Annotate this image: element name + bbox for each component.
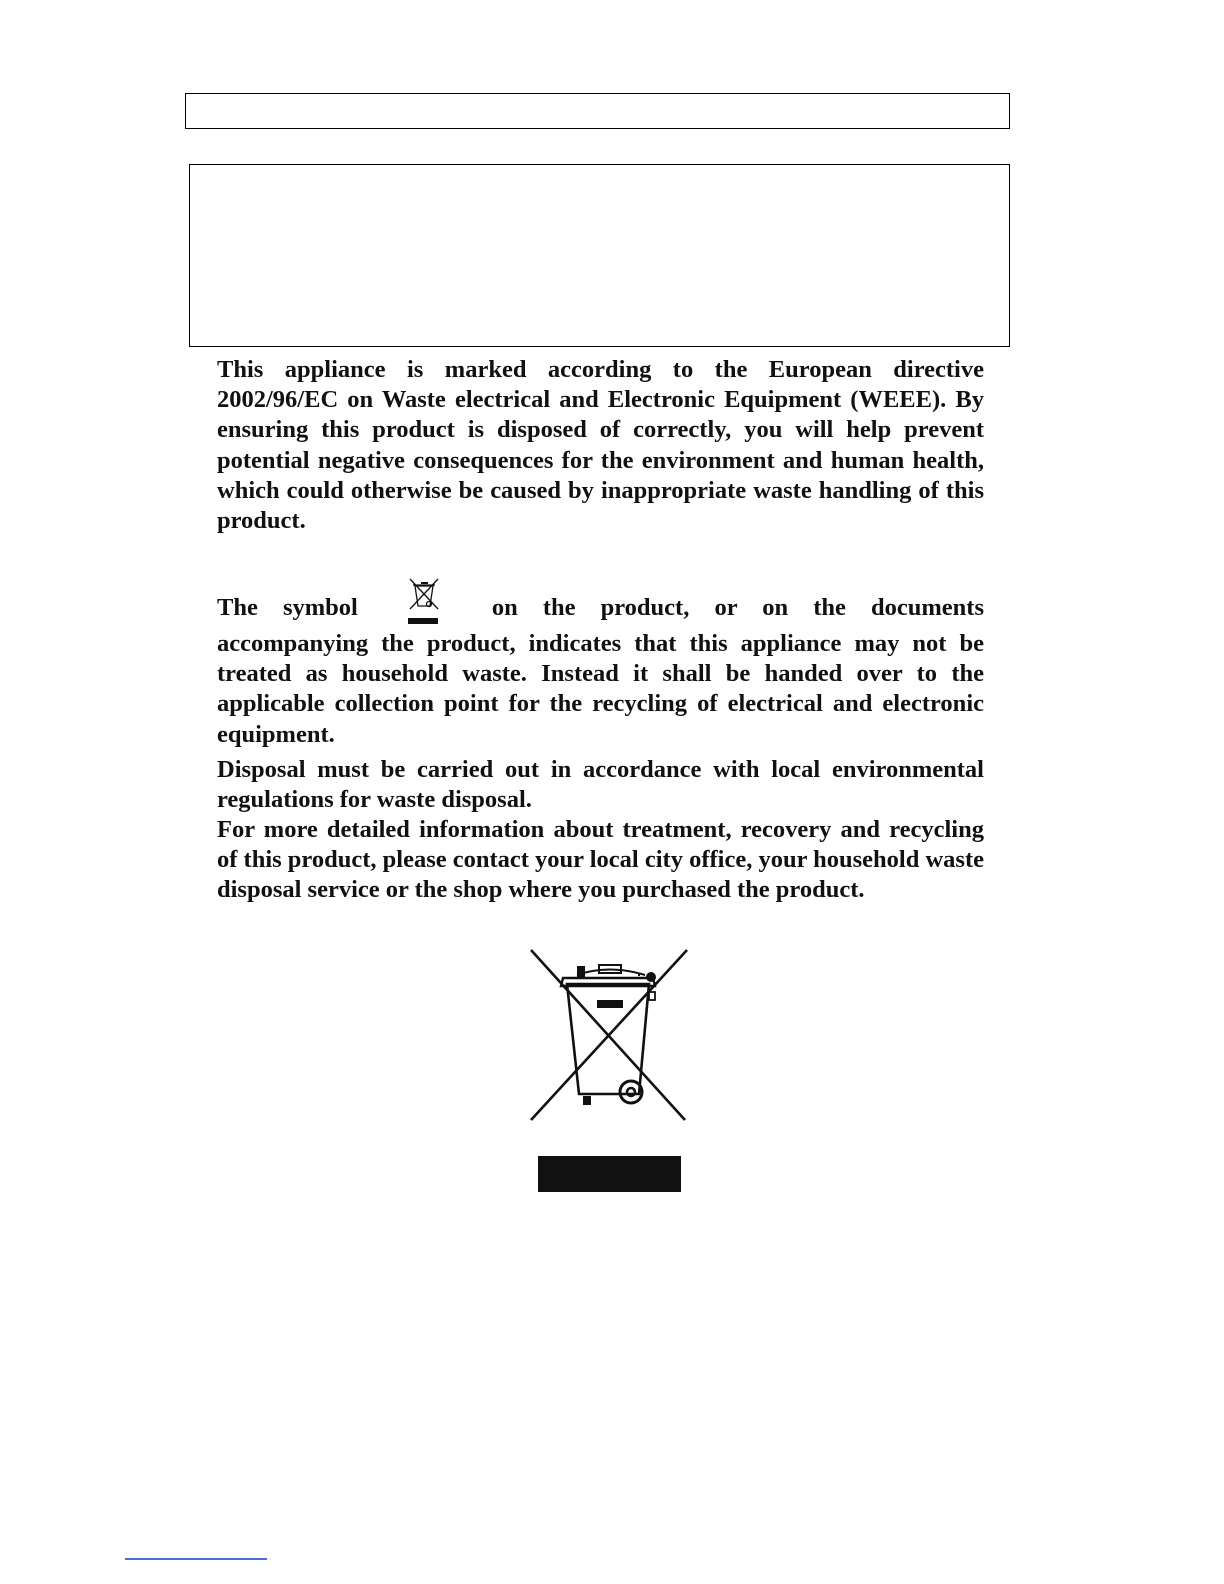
symbol-paragraph-rest: on the product, or on the documents accompanying the product, indicates that this appliance may not be treated as household waste. Instead it shall be handed over to the applicable collection point for the recycling of electrical and electronic equipment. <box>217 594 984 748</box>
symbol-paragraph <box>217 577 984 750</box>
crossed-bin-icon <box>404 577 444 629</box>
symbol-paragraph-lead: The symbol <box>217 594 358 621</box>
more-information-paragraph: For more detailed information about treatment, recovery and recycling of this product, please contact your local city office, your household waste disposal service or the shop where you purchased the product. <box>217 816 984 904</box>
header-empty-box <box>189 164 1010 347</box>
weee-black-bar <box>538 1156 681 1192</box>
top-empty-box <box>185 93 1010 129</box>
disposal-regulations-paragraph: Disposal must be carried out in accordance with local environmental regulations for waste disposal. <box>217 756 984 814</box>
weee-directive-paragraph: This appliance is marked according to the European directive 2002/96/EC on Waste electrical and Electronic Equipment (WEEE). By ensuring this product is disposed of correctly, you will help prevent potential negative consequences for the environment and human health, which could otherwise be caused by inappropriate waste handling of this product. <box>217 356 984 535</box>
footer-link-underline <box>125 1558 267 1560</box>
crossed-out-wheelie-bin-icon <box>527 946 691 1126</box>
